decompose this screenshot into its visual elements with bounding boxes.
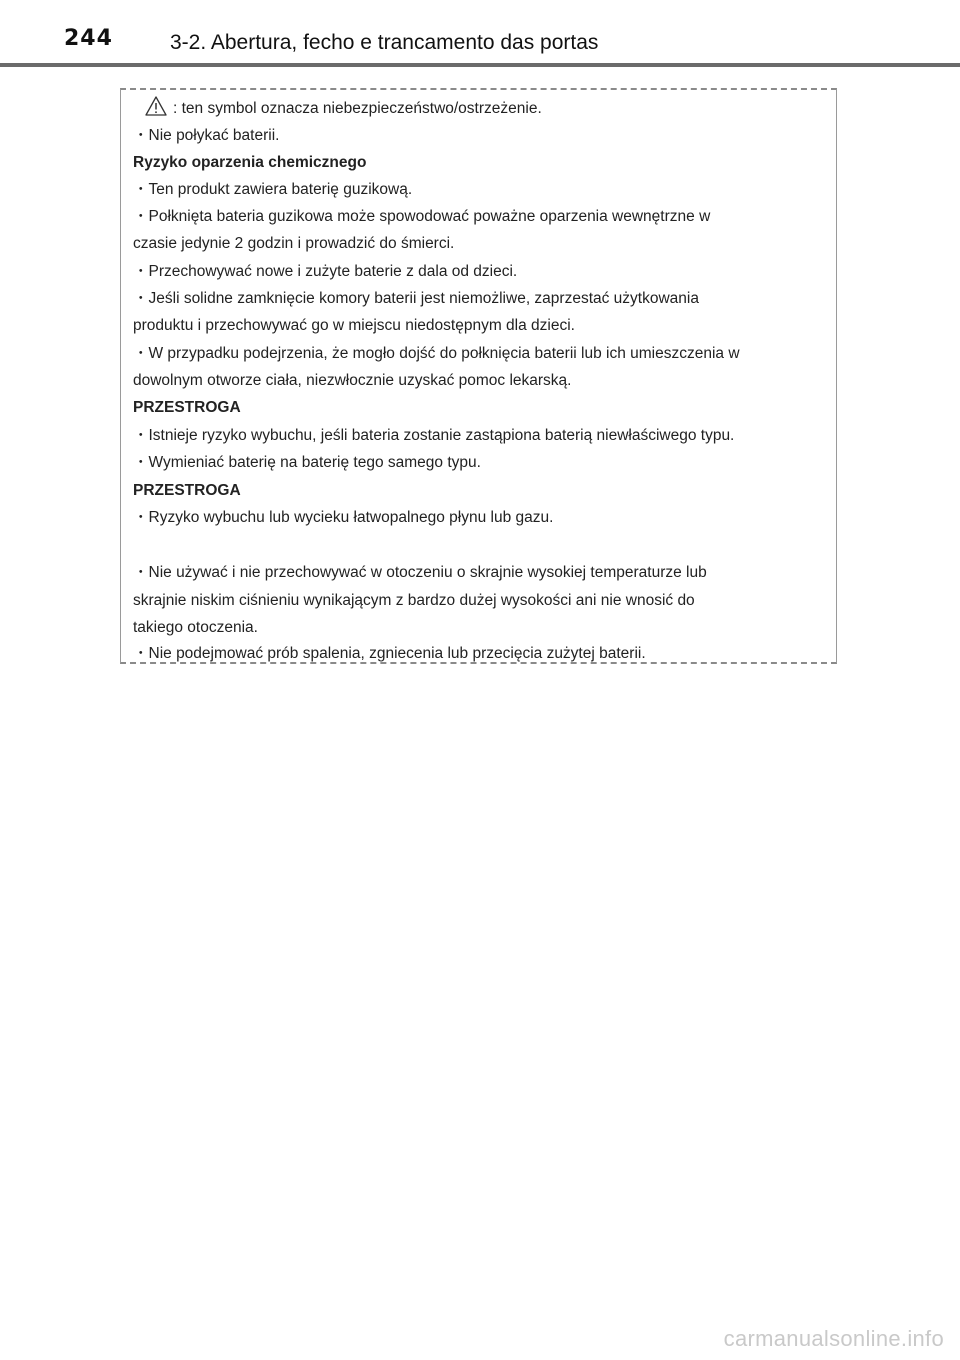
notice-heading: PRZESTROGA bbox=[133, 482, 241, 499]
notice-line: ・Istnieje ryzyko wybuchu, jeśli bateria zostanie zastąpiona baterią niewłaściwego typu. bbox=[133, 427, 735, 444]
battery-warning-box bbox=[120, 88, 837, 664]
notice-line: dowolnym otworze ciała, niezwłocznie uzyskać pomoc lekarską. bbox=[133, 372, 572, 389]
notice-line: czasie jedynie 2 godzin i prowadzić do śmierci. bbox=[133, 235, 455, 252]
watermark: carmanualsonline.info bbox=[723, 1326, 944, 1351]
warning-triangle-icon bbox=[145, 96, 167, 116]
notice-line: ・Przechowywać nowe i zużyte baterie z dala od dzieci. bbox=[133, 263, 518, 280]
symbol-legend: : ten symbol oznacza niebezpieczeństwo/ostrzeżenie. bbox=[173, 100, 542, 117]
notice-line: takiego otoczenia. bbox=[133, 619, 258, 636]
notice-line: ・Ten produkt zawiera baterię guzikową. bbox=[133, 181, 413, 198]
notice-heading: PRZESTROGA bbox=[133, 399, 241, 416]
header-divider bbox=[0, 63, 960, 67]
notice-line: ・Jeśli solidne zamknięcie komory baterii jest niemożliwe, zaprzestać użytkowania bbox=[133, 290, 699, 307]
page-header bbox=[0, 0, 960, 68]
notice-line: ・Wymieniać baterię na baterię tego samego typu. bbox=[133, 454, 481, 471]
page-number: 244 bbox=[64, 26, 113, 51]
notice-line: ・Nie połykać baterii. bbox=[133, 127, 280, 144]
notice-line: ・Nie podejmować prób spalenia, zgniecenia lub przecięcia zużytej baterii. bbox=[133, 645, 646, 662]
notice-line: ・Połknięta bateria guzikowa może spowodować poważne oparzenia wewnętrzne w bbox=[133, 208, 711, 225]
notice-line: ・Nie używać i nie przechowywać w otoczeniu o skrajnie wysokiej temperaturze lub bbox=[133, 564, 707, 581]
notice-line: ・W przypadku podejrzenia, że mogło dojść do połknięcia baterii lub ich umieszczenia w bbox=[133, 345, 740, 362]
notice-line: skrajnie niskim ciśnieniu wynikającym z bardzo dużej wysokości ani nie wnosić do bbox=[133, 592, 695, 609]
section-title: 3-2. Abertura, fecho e trancamento das portas bbox=[170, 31, 599, 54]
notice-heading: Ryzyko oparzenia chemicznego bbox=[133, 154, 367, 171]
notice-line: produktu i przechowywać go w miejscu niedostępnym dla dzieci. bbox=[133, 317, 575, 334]
notice-line: ・Ryzyko wybuchu lub wycieku łatwopalnego płynu lub gazu. bbox=[133, 509, 554, 526]
